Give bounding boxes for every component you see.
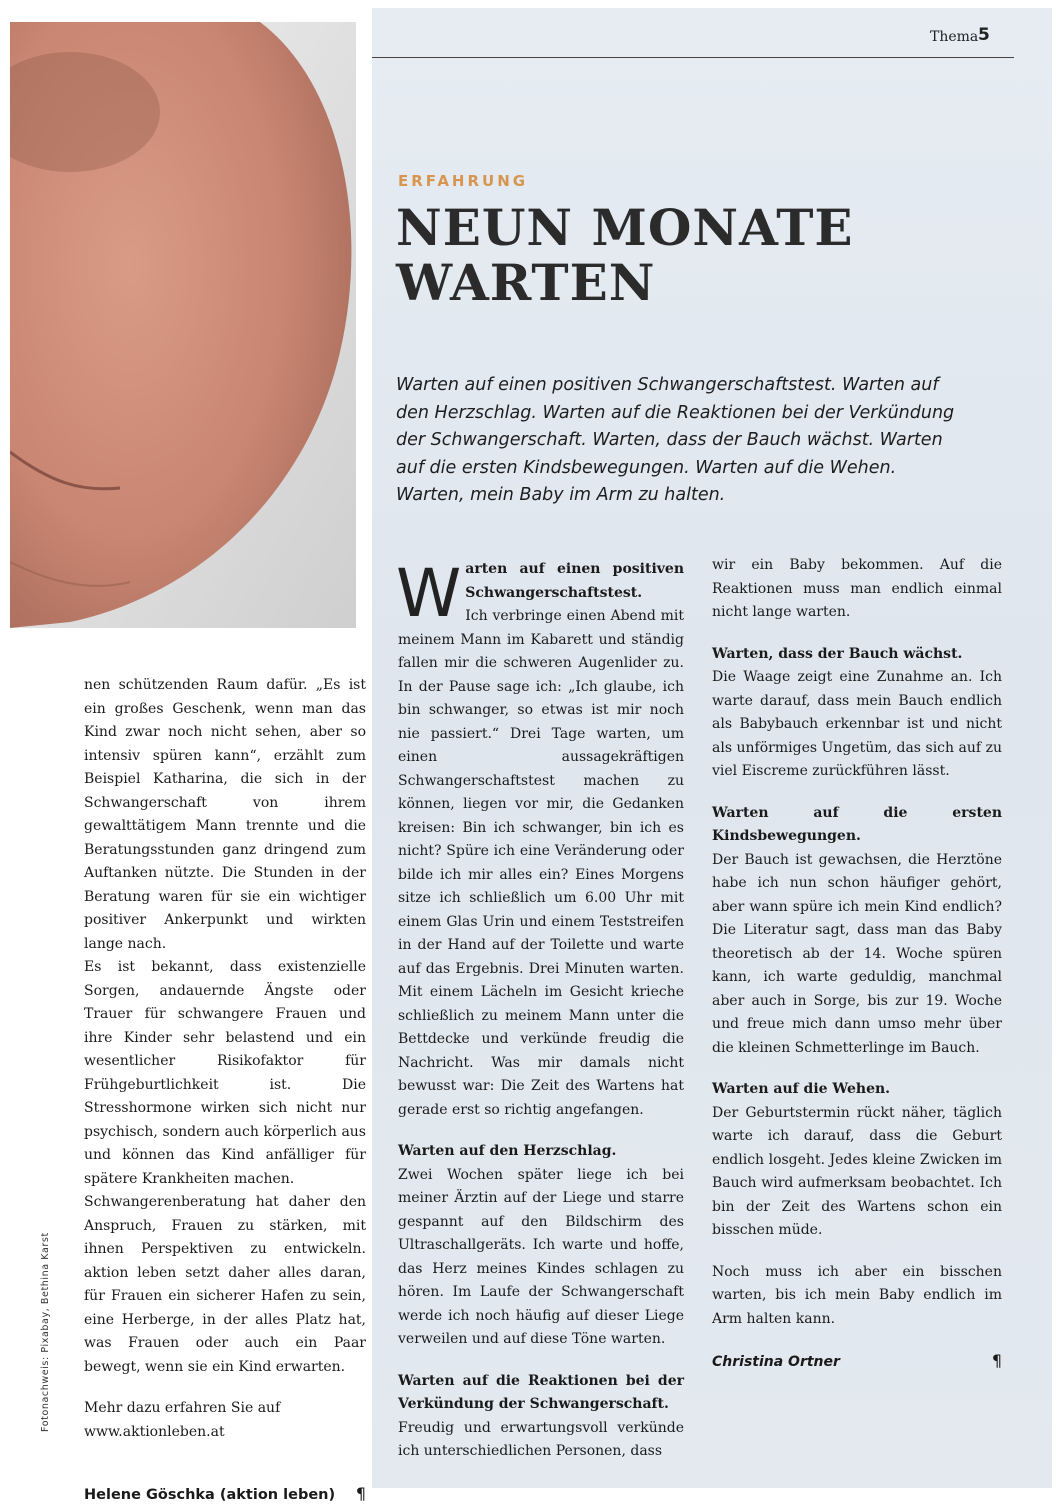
paragraph: Der Bauch ist gewachsen, die Herztöne habe ich nun schon häufiger gehört, aber wann spüre ich mein Kind endlich? Die Literatur sagt, dass man das Baby theoretisch ab der 14. Woche spüren kann, ich warte geduldig, manchmal aber auch in Sorge, bis zur 19. Woche und freue mich dann umso mehr über die kleinen Schmetterlinge im Bauch. — [712, 851, 1002, 1056]
header-rule — [372, 57, 1014, 58]
end-mark-icon: ¶ — [991, 1351, 1002, 1370]
paragraph: Ich verbringe einen Abend mit meinem Mann im Kabarett und ständig fallen mir die schweren Augenlider zu. In der Pause sage ich: „Ich glaube, ich bin schwanger, so etwas ist mir noch nie passiert.“ Drei Tage warten, um einen aussagekräftigen Schwangerschaftstest machen zu können, liegen vor mir, die Gedanken kreisen: Bin ich schwanger, bin ich es nicht? Spüre ich eine Veränderung oder bilde ich mir alles ein? Eines Morgens sitze ich schließlich um 6.00 Uhr mit einem Glas Urin und einem Teststreifen in der Hand auf der Toilette und warte auf das Ergebnis. Drei Minuten warten. Mit einem Lächeln im Gesicht krieche schließlich zu meinem Mann unter die Bettdecke und verkünde freudig die Nachricht. Was mir damals nicht bewusst war: Die Zeit des Wartens hat gerade erst so richtig angefangen. — [398, 608, 684, 1118]
subheading: Warten auf die Reaktionen bei der Verkündung der Schwangerschaft. — [398, 1372, 684, 1412]
paragraph: nen schützenden Raum dafür. „Es ist ein großes Geschenk, wenn man das Kind zwar noch nicht sehen, aber so intensiv spüren kann“, erzählt zum Beispiel Katharina, die sich in der Schwangerschaft von ihrem gewalttätigem Mann trennte und die Beratungsstunden ganz dringend zum Auftanken nützte. Die Stunden in der Beratung waren für sie ein wichtiger positiver Ankerpunkt und wirkten lange nach. — [84, 677, 366, 952]
author-name: Christina Ortner — [712, 1354, 840, 1370]
kicker: ERFAHRUNG — [398, 172, 529, 190]
middle-column — [396, 555, 684, 1464]
paragraph: Freudig und erwartungsvoll verkünde ich unterschiedlichen Personen, dass — [398, 1419, 684, 1459]
paragraph: Zwei Wochen später liege ich bei meiner Ärztin auf der Liege und starre gespannt auf den Bildschirm des Ultraschallgeräts. Ich warte und hoffe, das Herz meines Kindes schlagen zu hören. Im Laufe der Schwangerschaft werde ich noch häufig auf dieser Liege verweilen und auf diese Töne warten. — [398, 1166, 684, 1347]
article-title: NEUN MONATE WARTEN — [396, 198, 854, 312]
subheading: Warten, dass der Bauch wächst. — [712, 645, 963, 662]
left-column — [84, 674, 366, 1508]
end-mark-icon: ¶ — [355, 1484, 366, 1503]
baby-photo — [10, 22, 356, 628]
author-name: Helene Göschka (aktion leben) — [84, 1487, 336, 1503]
paragraph: Noch muss ich aber ein bisschen warten, bis ich mein Baby endlich im Arm halten kann. — [712, 1263, 1002, 1327]
baby-head-illustration — [10, 22, 356, 628]
website-link[interactable]: www.aktionleben.at — [84, 1423, 225, 1440]
more-info-text: Mehr dazu erfahren Sie auf — [84, 1400, 281, 1416]
page-number: 5 — [978, 25, 990, 45]
paragraph: Die Waage zeigt eine Zunahme an. Ich warte darauf, dass mein Bauch endlich als Babybauch erkennbar ist und nicht als unförmiges Ungetüm, das sich auf zu viel Eiscreme zurückführen lässt. — [712, 669, 1002, 779]
section-label: Thema — [930, 29, 979, 45]
subheading: Warten auf die Wehen. — [712, 1081, 891, 1097]
dropcap: W — [396, 555, 462, 632]
subheading: Warten auf die ersten Kindsbewegungen. — [712, 804, 1002, 844]
subheading: Warten auf den Herzschlag. — [398, 1143, 617, 1159]
right-column — [712, 554, 1002, 1375]
article-lead: Warten auf einen positiven Schwangerschaftstest. Warten auf den Herzschlag. Warten auf die Reaktionen bei der Verkündung der Schwangerschaft. Warten, dass der Bauch wächst. Warten auf die ersten Kindsbewegungen. Warten auf die Wehen. Warten, mein Baby im Arm zu halten. — [396, 375, 955, 505]
subheading: arten auf einen positiven Schwangerschaftstest. — [465, 561, 684, 601]
paragraph: Es ist bekannt, dass existenzielle Sorgen, andauernde Ängste oder Trauer für schwangere Frauen und ihre Kinder sehr belastend und ein wesentlicher Risikofaktor für Frühgeburtlichkeit ist. Die Stresshormone wirken sich nicht nur psychisch, sondern auch körperlich aus und können das Kind anfälliger für spätere Krankheiten machen. — [84, 959, 366, 1187]
paragraph: Schwangerenberatung hat daher den Anspruch, Frauen zu stärken, mit ihnen Perspektiven zu entwickeln. aktion leben setzt daher alles daran, für Frauen ein sicherer Hafen zu sein, eine Herberge, in der alles Platz hat, was Frauen oder auch ein Paar bewegt, wenn sie ein Kind erwarten. — [84, 1194, 366, 1375]
photo-credit: Fotonachweis: Pixabay, Bethina Karst — [40, 1232, 51, 1432]
paragraph: wir ein Baby bekommen. Auf die Reaktionen muss man endlich einmal nicht lange warten. — [712, 557, 1002, 620]
paragraph: Der Geburtstermin rückt näher, täglich warte ich darauf, dass die Geburt endlich losgeht. Jedes kleine Zwicken im Bauch wird aufmerksam beobachtet. Ich bin der Zeit des Wartens schon ein bisschen müde. — [712, 1104, 1002, 1238]
